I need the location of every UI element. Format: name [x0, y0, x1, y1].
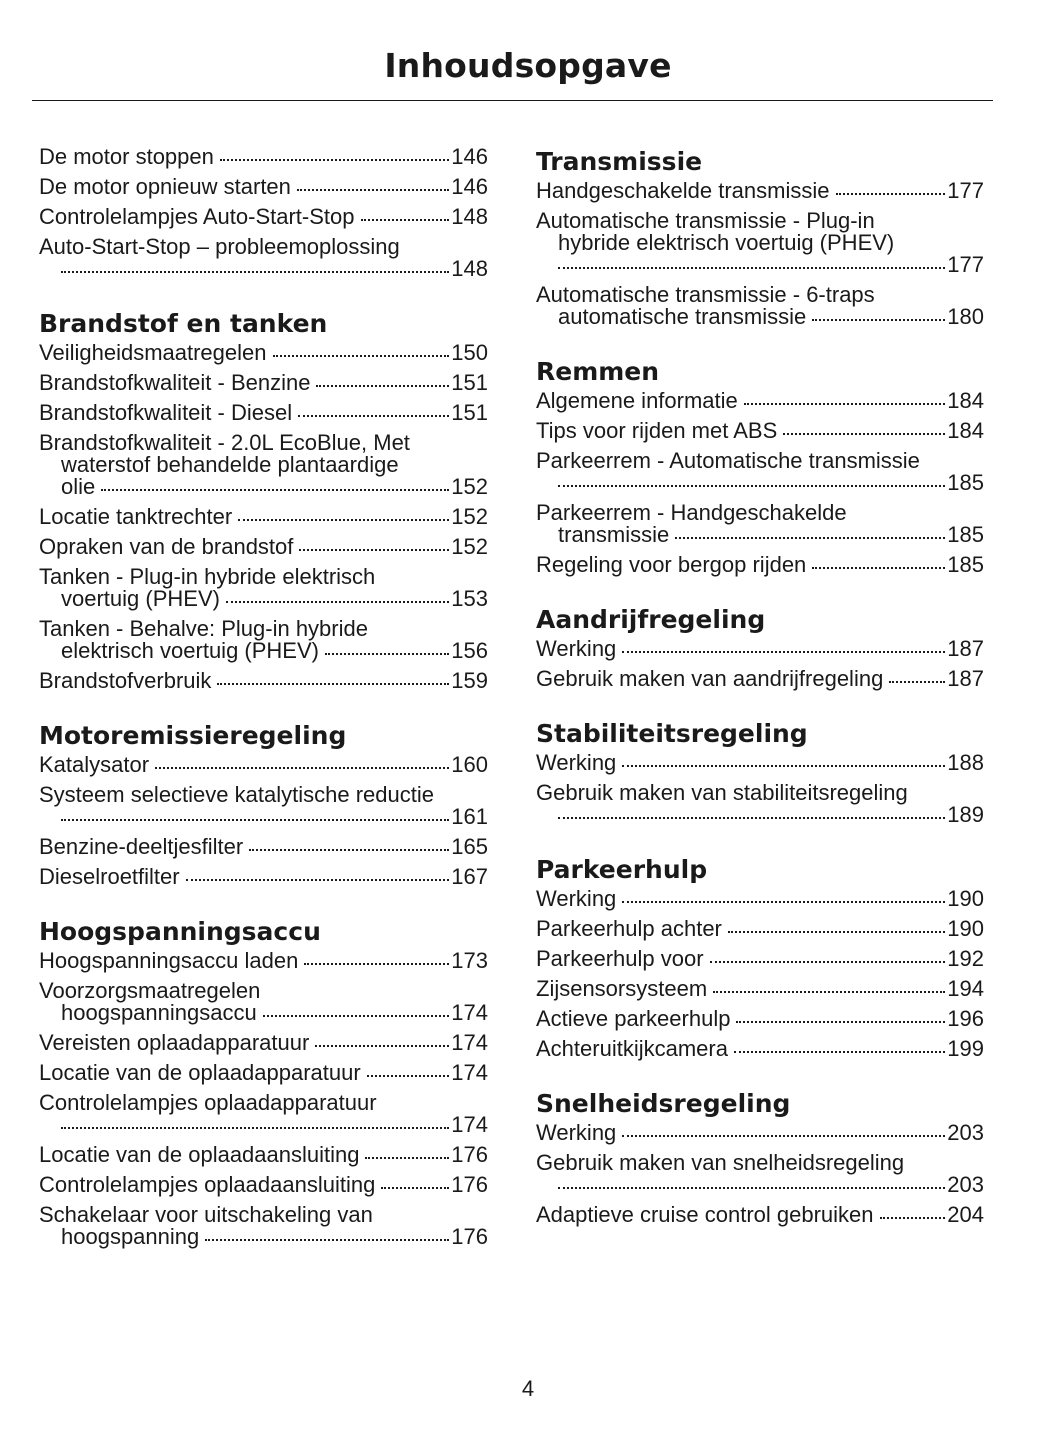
- entry-page-number: 176: [451, 1172, 488, 1197]
- title-divider: [32, 100, 993, 101]
- dot-leader: [297, 189, 449, 191]
- entry-page-number: 160: [451, 752, 488, 777]
- dot-leader: [728, 931, 945, 933]
- toc-entry[interactable]: [536, 554, 984, 576]
- dot-leader: [622, 1135, 945, 1137]
- toc-entry[interactable]: [536, 1038, 984, 1060]
- toc-entry[interactable]: [536, 638, 984, 660]
- entry-page-number: 167: [451, 864, 488, 889]
- entry-title: Gebruik maken van stabiliteitsregeling: [536, 780, 908, 805]
- toc-entry[interactable]: [536, 1008, 984, 1030]
- entry-title: Veiligheidsmaatregelen: [39, 340, 267, 365]
- entry-page-number: 204: [947, 1202, 984, 1227]
- dot-leader: [61, 271, 449, 273]
- dot-leader: [263, 1015, 450, 1017]
- toc-entry[interactable]: [536, 668, 984, 690]
- dot-leader: [713, 991, 945, 993]
- toc-entry[interactable]: [536, 752, 984, 774]
- section-heading: Hoogspanningsaccu: [39, 917, 321, 946]
- entry-title: elektrisch voertuig (PHEV): [61, 638, 319, 663]
- toc-entry[interactable]: [536, 1204, 984, 1226]
- entry-title: Zijsensorsysteem: [536, 976, 708, 1001]
- toc-entry[interactable]: [536, 420, 984, 442]
- entry-title: waterstof behandelde plantaardige: [61, 452, 399, 477]
- dot-leader: [622, 901, 945, 903]
- section-heading: Transmissie: [536, 147, 703, 176]
- entry-title: Dieselroetfilter: [39, 864, 180, 889]
- dot-leader: [812, 567, 945, 569]
- dot-leader: [836, 193, 946, 195]
- entry-title: Katalysator: [39, 752, 150, 777]
- entry-title: Parkeerhulp achter: [536, 916, 722, 941]
- entry-page-number: 176: [451, 1142, 488, 1167]
- entry-title: Gebruik maken van aandrijfregeling: [536, 666, 884, 691]
- dot-leader: [217, 683, 449, 685]
- toc-entry[interactable]: [39, 836, 488, 858]
- entry-page-number: 190: [947, 916, 984, 941]
- toc-entry[interactable]: [39, 536, 488, 558]
- entry-title: Handgeschakelde transmissie: [536, 178, 830, 203]
- toc-entry[interactable]: [536, 390, 984, 412]
- entry-title: De motor stoppen: [39, 144, 214, 169]
- entry-page-number: 187: [947, 666, 984, 691]
- dot-leader: [889, 681, 945, 683]
- entry-title: De motor opnieuw starten: [39, 174, 291, 199]
- entry-page-number: 185: [947, 552, 984, 577]
- entry-title: Brandstofkwaliteit - Diesel: [39, 400, 293, 425]
- toc-section: [39, 146, 488, 280]
- toc-entry[interactable]: [39, 176, 488, 198]
- section-heading: Parkeerhulp: [536, 855, 708, 884]
- dot-leader: [381, 1187, 449, 1189]
- entry-page-number: 174: [451, 1060, 488, 1085]
- entry-page-number: 150: [451, 340, 488, 365]
- entry-title: Hoogspanningsaccu laden: [39, 948, 299, 973]
- entry-page-number: 152: [451, 474, 488, 499]
- entry-page-number: 177: [947, 178, 984, 203]
- entry-title: Locatie tanktrechter: [39, 504, 233, 529]
- entry-title: Werking: [536, 1120, 617, 1145]
- dot-leader: [226, 601, 449, 603]
- entry-title: Vereisten oplaadapparatuur: [39, 1030, 310, 1055]
- toc-section: [39, 308, 488, 692]
- entry-page-number: 151: [451, 370, 488, 395]
- entry-title: Opraken van de brandstof: [39, 534, 294, 559]
- entry-page-number: 184: [947, 418, 984, 443]
- section-heading: Snelheidsregeling: [536, 1089, 791, 1118]
- page-title: Inhoudsopgave: [384, 46, 672, 85]
- entry-title: Systeem selectieve katalytische reductie: [39, 782, 434, 807]
- toc-entry[interactable]: [536, 918, 984, 940]
- entry-page-number: 148: [451, 204, 488, 229]
- entry-page-number: 196: [947, 1006, 984, 1031]
- entry-title: transmissie: [558, 522, 670, 547]
- entry-page-number: 185: [947, 522, 984, 547]
- entry-title: hoogspanningsaccu: [61, 1000, 257, 1025]
- entry-page-number: 187: [947, 636, 984, 661]
- entry-page-number: 156: [451, 638, 488, 663]
- entry-title: Gebruik maken van snelheidsregeling: [536, 1150, 905, 1175]
- entry-page-number: 189: [947, 802, 984, 827]
- toc-section: [536, 854, 984, 1060]
- toc-entry[interactable]: [536, 284, 984, 328]
- entry-page-number: 180: [947, 304, 984, 329]
- entry-page-number: 161: [451, 804, 488, 829]
- toc-right-column: [536, 146, 984, 1234]
- entry-title: Brandstofverbruik: [39, 668, 212, 693]
- toc-entry[interactable]: [39, 1032, 488, 1054]
- toc-entry[interactable]: [536, 210, 984, 276]
- dot-leader: [734, 1051, 945, 1053]
- entry-page-number: 185: [947, 470, 984, 495]
- entry-title: hoogspanning: [61, 1224, 200, 1249]
- entry-title: Auto-Start-Stop – probleemoplossing: [39, 234, 400, 259]
- entry-title: Automatische transmissie - Plug-in: [536, 208, 875, 233]
- toc-entry[interactable]: [536, 1122, 984, 1144]
- toc-entry[interactable]: [39, 206, 488, 228]
- dot-leader: [273, 355, 450, 357]
- entry-page-number: 146: [451, 174, 488, 199]
- toc-section: [39, 720, 488, 888]
- entry-title: Brandstofkwaliteit - 2.0L EcoBlue, Met: [39, 430, 410, 455]
- entry-page-number: 165: [451, 834, 488, 859]
- entry-title: Regeling voor bergop rijden: [536, 552, 807, 577]
- toc-entry[interactable]: [39, 372, 488, 394]
- toc-entry[interactable]: [39, 754, 488, 776]
- entry-title: Parkeerhulp voor: [536, 946, 704, 971]
- dot-leader: [622, 765, 945, 767]
- entry-title: Tips voor rijden met ABS: [536, 418, 778, 443]
- dot-leader: [325, 653, 449, 655]
- dot-leader: [558, 1187, 945, 1189]
- dot-leader: [365, 1157, 449, 1159]
- entry-title: Brandstofkwaliteit - Benzine: [39, 370, 311, 395]
- toc-section: [536, 718, 984, 826]
- toc-section: [536, 356, 984, 576]
- entry-page-number: 148: [451, 256, 488, 281]
- toc-entry[interactable]: [39, 980, 488, 1024]
- dot-leader: [186, 879, 450, 881]
- entry-title: Werking: [536, 750, 617, 775]
- toc-entry[interactable]: [39, 1092, 488, 1136]
- toc-entry[interactable]: [39, 784, 488, 828]
- toc-entry[interactable]: [39, 1144, 488, 1166]
- toc-entry[interactable]: [39, 566, 488, 610]
- toc-entry[interactable]: [39, 236, 488, 280]
- dot-leader: [367, 1075, 450, 1077]
- entry-title: Achteruitkijkcamera: [536, 1036, 728, 1061]
- entry-title: Werking: [536, 636, 617, 661]
- entry-title: voertuig (PHEV): [61, 586, 220, 611]
- entry-title: Locatie van de oplaadapparatuur: [39, 1060, 361, 1085]
- dot-leader: [238, 519, 449, 521]
- entry-title: Controlelampjes Auto-Start-Stop: [39, 204, 355, 229]
- dot-leader: [316, 385, 449, 387]
- page-number: 4: [521, 1376, 535, 1401]
- toc-entry[interactable]: [536, 782, 984, 826]
- entry-page-number: 192: [947, 946, 984, 971]
- dot-leader: [783, 433, 945, 435]
- entry-page-number: 173: [451, 948, 488, 973]
- dot-leader: [880, 1217, 946, 1219]
- entry-title: hybride elektrisch voertuig (PHEV): [558, 230, 895, 255]
- entry-page-number: 188: [947, 750, 984, 775]
- toc-entry[interactable]: [536, 1152, 984, 1196]
- section-heading: Brandstof en tanken: [39, 309, 328, 338]
- toc-section: [536, 146, 984, 328]
- toc-entry[interactable]: [536, 180, 984, 202]
- dot-leader: [315, 1045, 449, 1047]
- entry-page-number: 151: [451, 400, 488, 425]
- dot-leader: [61, 1127, 449, 1129]
- entry-page-number: 146: [451, 144, 488, 169]
- toc-entry[interactable]: [39, 1204, 488, 1248]
- toc-entry[interactable]: [536, 978, 984, 1000]
- entry-title: Adaptieve cruise control gebruiken: [536, 1202, 874, 1227]
- entry-page-number: 190: [947, 886, 984, 911]
- dot-leader: [675, 537, 945, 539]
- entry-title: Locatie van de oplaadaansluiting: [39, 1142, 360, 1167]
- entry-title: Benzine-deeltjesfilter: [39, 834, 244, 859]
- entry-title: Actieve parkeerhulp: [536, 1006, 731, 1031]
- toc-entry[interactable]: [39, 1062, 488, 1084]
- dot-leader: [710, 961, 946, 963]
- dot-leader: [220, 159, 449, 161]
- toc-entry[interactable]: [39, 342, 488, 364]
- toc-entry[interactable]: [39, 432, 488, 498]
- toc-entry[interactable]: [39, 1174, 488, 1196]
- dot-leader: [101, 489, 449, 491]
- entry-title: Tanken - Behalve: Plug-in hybride: [39, 616, 368, 641]
- dot-leader: [205, 1239, 449, 1241]
- dot-leader: [361, 219, 450, 221]
- entry-page-number: 176: [451, 1224, 488, 1249]
- toc-entry[interactable]: [39, 950, 488, 972]
- dot-leader: [812, 319, 945, 321]
- dot-leader: [298, 415, 449, 417]
- entry-page-number: 177: [947, 252, 984, 277]
- toc-entry[interactable]: [39, 670, 488, 692]
- section-heading: Aandrijfregeling: [536, 605, 766, 634]
- dot-leader: [304, 963, 449, 965]
- toc-entry[interactable]: [39, 402, 488, 424]
- entry-page-number: 152: [451, 504, 488, 529]
- entry-title: Controlelampjes oplaadapparatuur: [39, 1090, 377, 1115]
- toc-section: [536, 1088, 984, 1226]
- dot-leader: [736, 1021, 945, 1023]
- entry-page-number: 174: [451, 1030, 488, 1055]
- entry-page-number: 159: [451, 668, 488, 693]
- toc-entry[interactable]: [536, 948, 984, 970]
- dot-leader: [249, 849, 449, 851]
- entry-title: Controlelampjes oplaadaansluiting: [39, 1172, 376, 1197]
- toc-entry[interactable]: [536, 888, 984, 910]
- toc-section: [39, 916, 488, 1248]
- toc-entry[interactable]: [536, 450, 984, 494]
- dot-leader: [744, 403, 946, 405]
- dot-leader: [61, 819, 449, 821]
- entry-page-number: 152: [451, 534, 488, 559]
- toc-entry[interactable]: [39, 506, 488, 528]
- toc-entry[interactable]: [39, 146, 488, 168]
- toc-left-column: [39, 146, 488, 1256]
- entry-page-number: 174: [451, 1000, 488, 1025]
- entry-page-number: 194: [947, 976, 984, 1001]
- entry-title: Tanken - Plug-in hybride elektrisch: [39, 564, 376, 589]
- dot-leader: [558, 817, 945, 819]
- entry-title: automatische transmissie: [558, 304, 807, 329]
- entry-title: Werking: [536, 886, 617, 911]
- dot-leader: [558, 267, 945, 269]
- dot-leader: [558, 485, 945, 487]
- section-heading: Remmen: [536, 357, 660, 386]
- entry-title: Parkeerrem - Handgeschakelde: [536, 500, 847, 525]
- section-heading: Stabiliteitsregeling: [536, 719, 808, 748]
- entry-title: olie: [61, 474, 96, 499]
- entry-page-number: 184: [947, 388, 984, 413]
- entry-title: Schakelaar voor uitschakeling van: [39, 1202, 373, 1227]
- dot-leader: [155, 767, 449, 769]
- entry-title: Algemene informatie: [536, 388, 738, 413]
- dot-leader: [299, 549, 449, 551]
- toc-entry[interactable]: [39, 618, 488, 662]
- toc-entry[interactable]: [536, 502, 984, 546]
- entry-title: Parkeerrem - Automatische transmissie: [536, 448, 920, 473]
- dot-leader: [622, 651, 945, 653]
- section-heading: Motoremissieregeling: [39, 721, 347, 750]
- entry-page-number: 174: [451, 1112, 488, 1137]
- toc-section: [536, 604, 984, 690]
- entry-page-number: 203: [947, 1120, 984, 1145]
- entry-title: Voorzorgsmaatregelen: [39, 978, 261, 1003]
- entry-page-number: 199: [947, 1036, 984, 1061]
- entry-page-number: 203: [947, 1172, 984, 1197]
- entry-page-number: 153: [451, 586, 488, 611]
- entry-title: Automatische transmissie - 6-traps: [536, 282, 875, 307]
- toc-entry[interactable]: [39, 866, 488, 888]
